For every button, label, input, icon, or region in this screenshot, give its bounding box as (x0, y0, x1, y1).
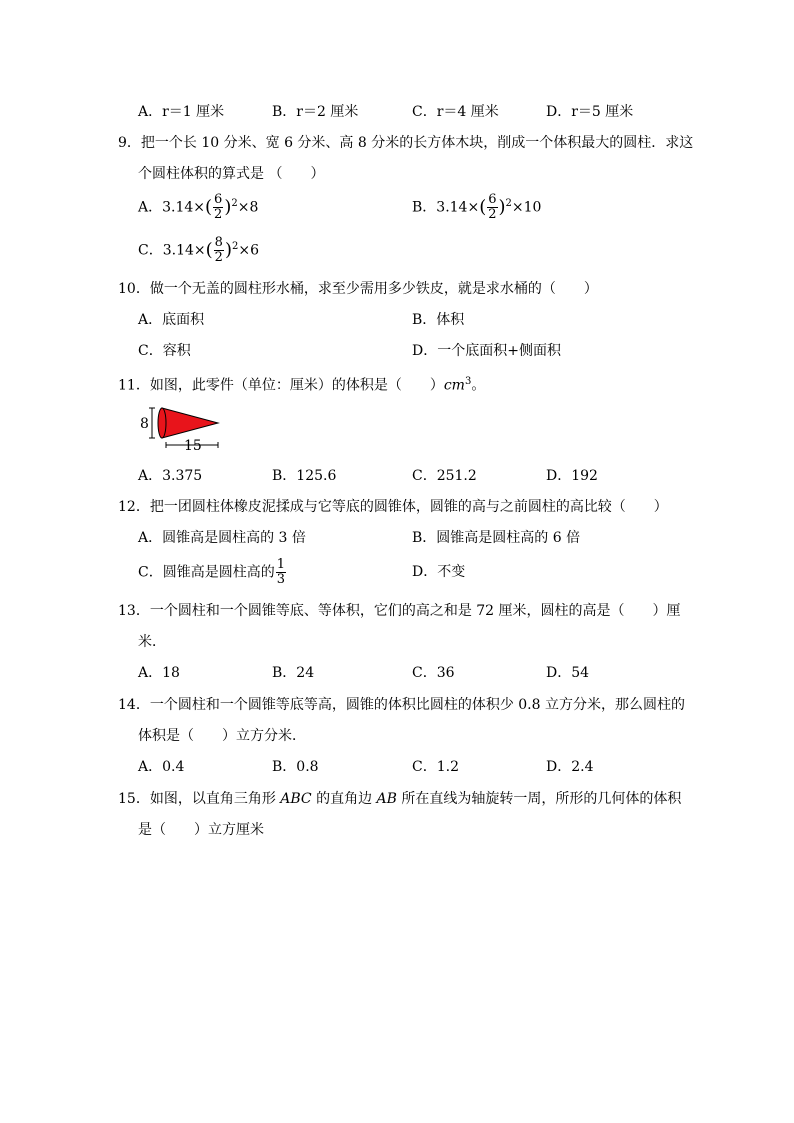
q8-option-d: D．r＝5 厘米 (546, 104, 634, 120)
q8-option-a: A．r＝1 厘米 (138, 104, 225, 120)
fraction: $\frac{6}{2}$ (214, 192, 223, 222)
q13-stem-line2: 米． (138, 634, 166, 650)
cone-figure (135, 400, 230, 450)
q13-option-c: C．36 (412, 665, 455, 681)
q8-option-b: B．r＝2 厘米 (272, 104, 359, 120)
q13-option-b: B．24 (272, 665, 315, 681)
q9-stem-line2: 个圆柱体积的算式是 （ ） (138, 166, 325, 182)
q14-option-d: D．2.4 (546, 759, 594, 775)
q10-option-c: C．容积 (138, 343, 191, 359)
length-label: 15 (184, 438, 202, 450)
q11-option-c: C．251.2 (412, 468, 477, 484)
q14-option-b: B．0.8 (272, 759, 319, 775)
q9-option-b: B．3.14×( $\frac{6}{2}$ )$^2$×10 (412, 192, 542, 222)
fraction: $\frac{1}{3}$ (276, 557, 285, 587)
q9-stem-line1: 9．把一个长 10 分米、宽 6 分米、高 8 分米的长方体木块，削成一个体积最大的圆柱．求这 (118, 135, 694, 151)
q12-option-a: A．圆锥高是圆柱高的 3 倍 (138, 530, 306, 546)
cone-base (158, 408, 166, 438)
q14-stem-line2: 体积是（ ）立方分米． (138, 728, 306, 744)
q10-option-d: D．一个底面积+侧面积 (412, 343, 561, 359)
q12-option-c: C．圆锥高是圆柱高的 $\frac{1}{3}$ (138, 557, 285, 587)
fraction: $\frac{8}{2}$ (214, 235, 223, 265)
q13-stem-line1: 13．一个圆柱和一个圆锥等底、等体积，它们的高之和是 72 厘米，圆柱的高是（ ）厘 (118, 603, 681, 619)
q13-option-a: A．18 (138, 665, 180, 681)
q10-stem: 10．做一个无盖的圆柱形水桶，求至少需用多少铁皮，就是求水桶的（ ） (118, 281, 598, 297)
cone-shape (162, 408, 218, 438)
fraction: $\frac{6}{2}$ (488, 192, 497, 222)
q9-option-a: A．3.14×( $\frac{6}{2}$ )$^2$×8 (138, 192, 259, 222)
q12-option-d: D．不变 (412, 564, 466, 580)
q12-stem: 12．把一团圆柱体橡皮泥揉成与它等底的圆锥体，圆锥的高与之前圆柱的高比较（ ） (118, 499, 668, 515)
q11-stem: 11．如图，此零件（单位：厘米）的体积是（ ）$cm^3$。 (118, 376, 486, 394)
q8-option-c: C．r＝4 厘米 (412, 104, 499, 120)
q12-option-b: B．圆锥高是圆柱高的 6 倍 (412, 530, 581, 546)
q10-option-a: A．底面积 (138, 312, 205, 328)
q14-stem-line1: 14．一个圆柱和一个圆锥等底等高，圆锥的体积比圆柱的体积少 0.8 立方分米，那么圆柱的 (118, 697, 685, 713)
q15-stem-line2: 是（ ）立方厘米 (138, 822, 264, 838)
q15-stem-line1: 15．如图，以直角三角形 ABC 的直角边 AB 所在直线为轴旋转一周，所形的几何体的体积 (118, 791, 682, 807)
unit: cm (443, 377, 465, 394)
q11-option-a: A．3.375 (138, 468, 203, 484)
q9-option-c: C．3.14×( $\frac{8}{2}$ )$^2$×6 (138, 235, 259, 265)
q11-option-d: D．192 (546, 468, 598, 484)
q10-option-b: B．体积 (412, 312, 465, 328)
q14-option-c: C．1.2 (412, 759, 459, 775)
height-label: 8 (140, 416, 149, 432)
q13-option-d: D．54 (546, 665, 590, 681)
q14-option-a: A．0.4 (138, 759, 185, 775)
q11-option-b: B．125.6 (272, 468, 337, 484)
